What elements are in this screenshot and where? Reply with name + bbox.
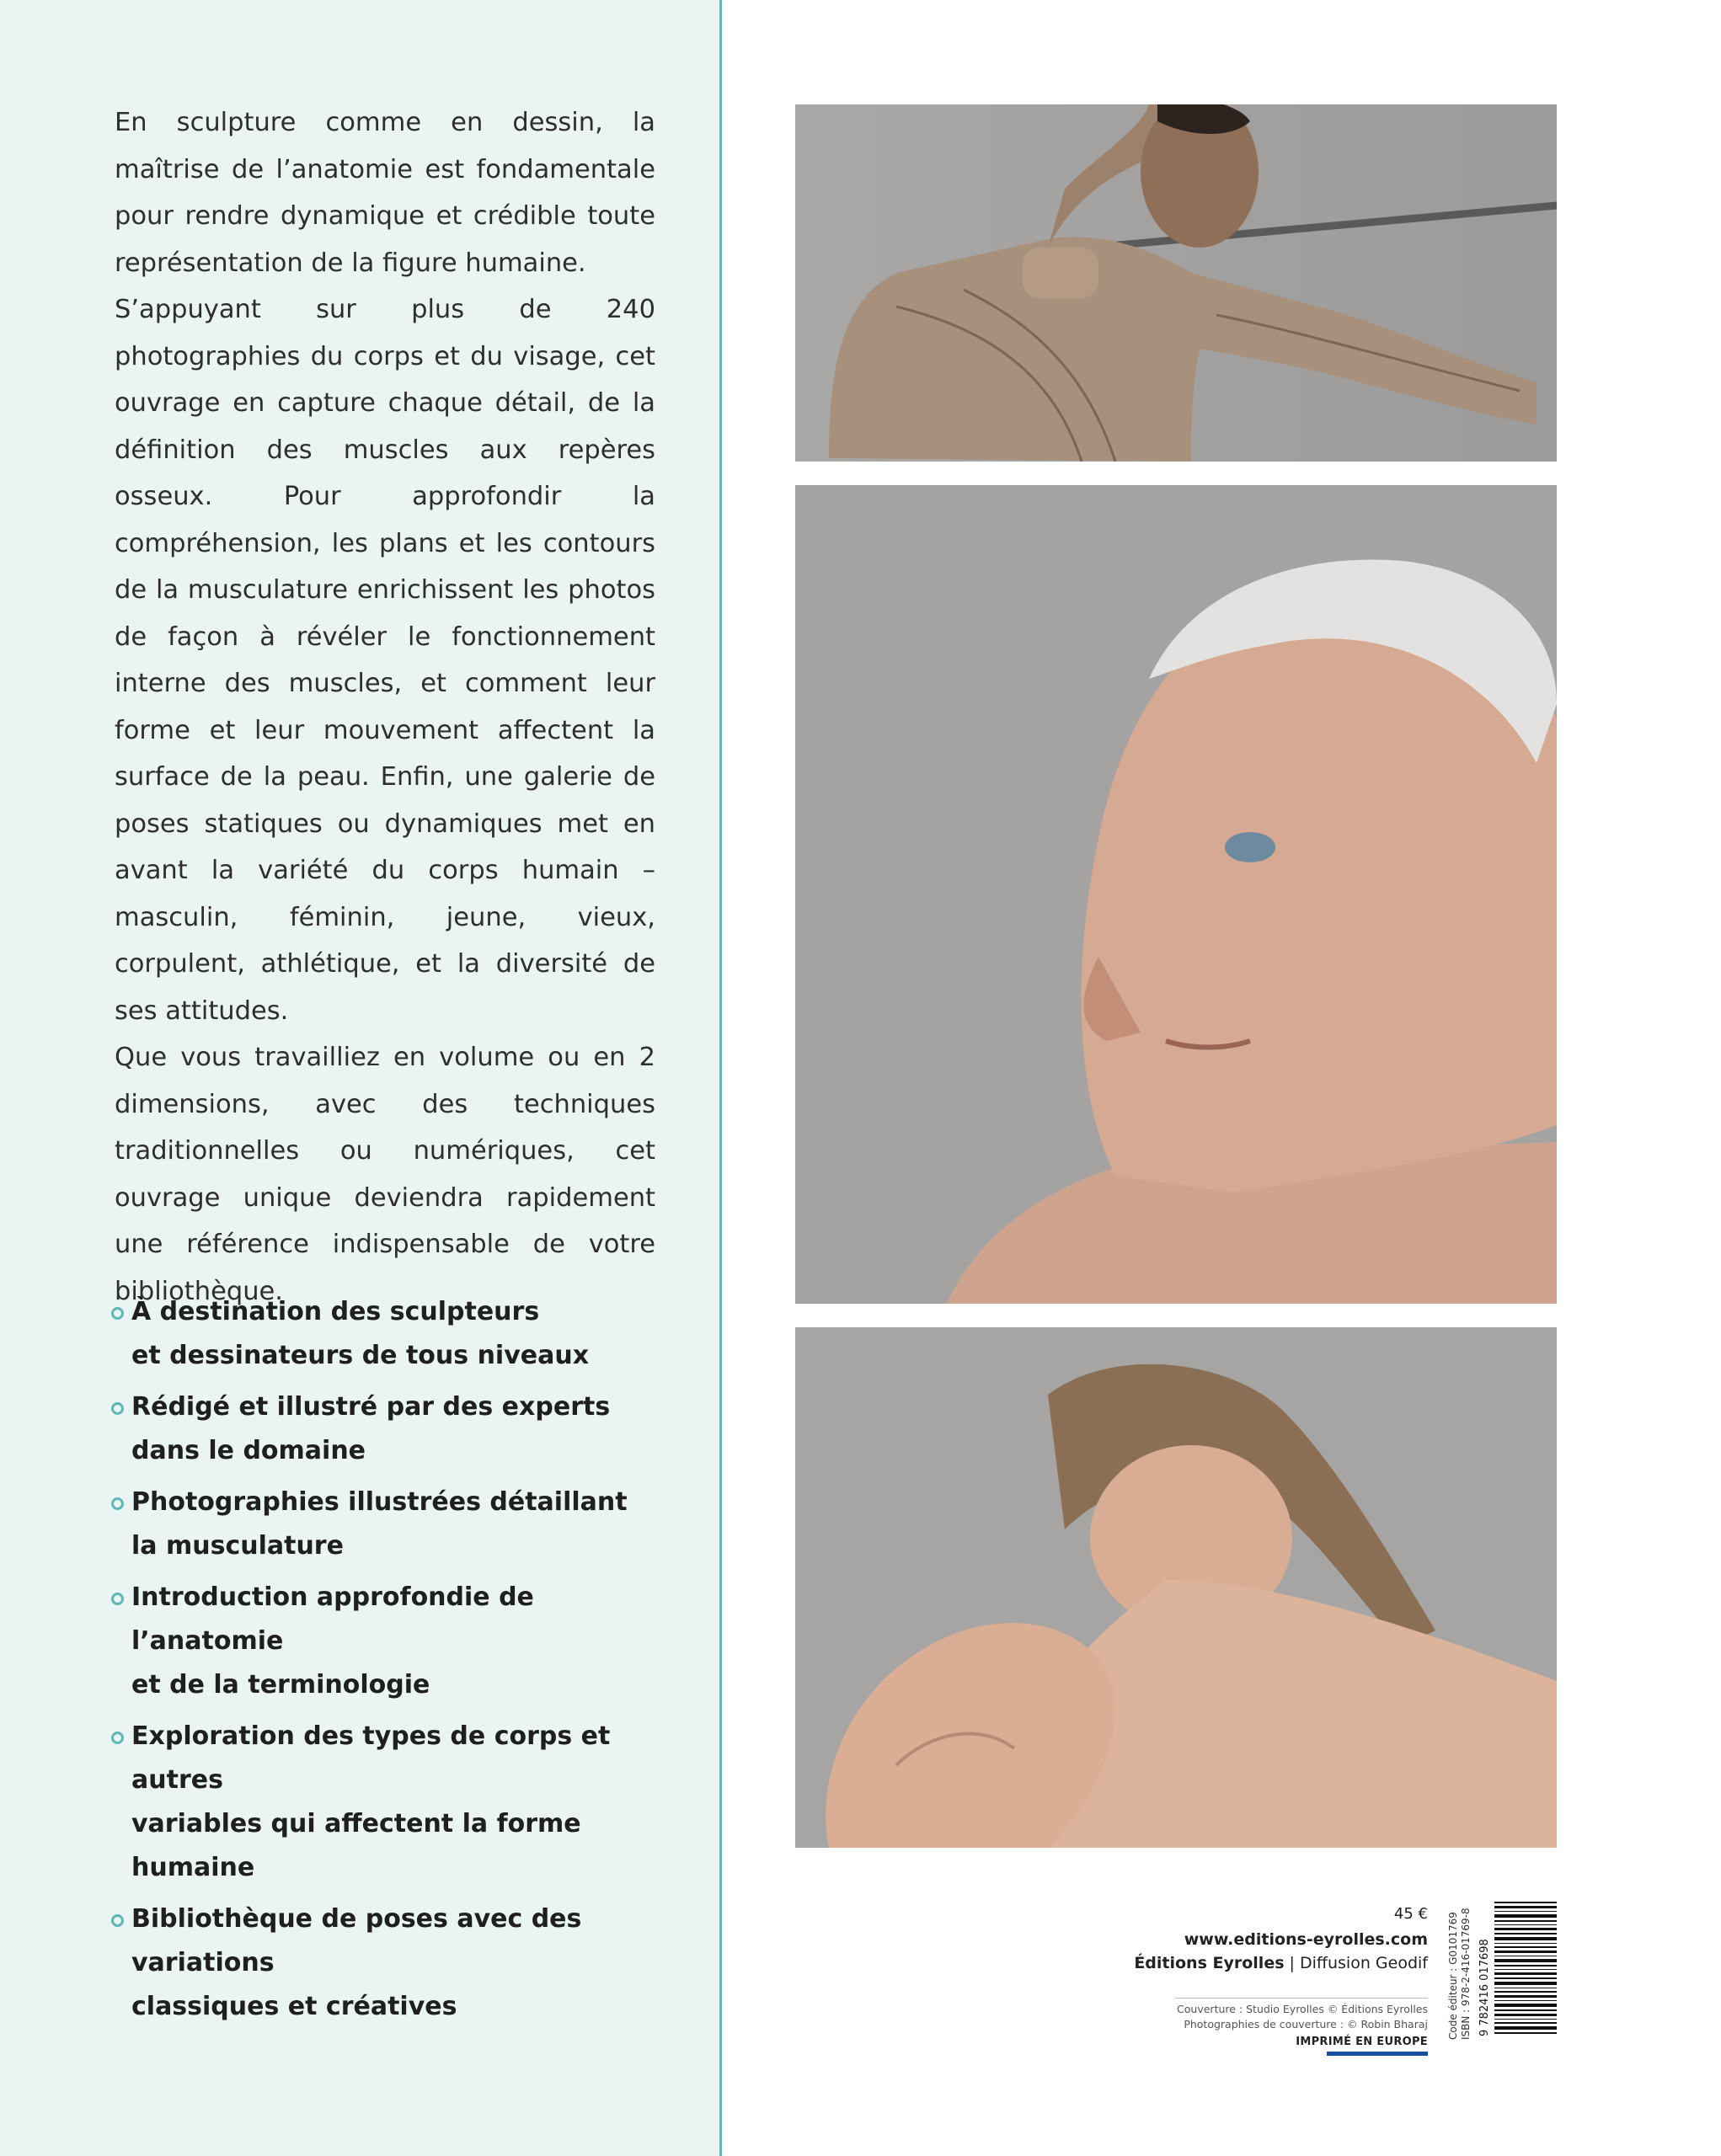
feature-line: variables qui affectent la forme humaine [131,1809,581,1882]
feature-line: Photographies illustrées détaillant [131,1487,628,1517]
bullet-icon [111,1593,124,1605]
feature-list [111,1290,684,2036]
feature-line: Bibliothèque de poses avec des variations [131,1904,582,1977]
elderly-man-portrait-photo [795,485,1557,1304]
intro-paragraph-2: S’appuyant sur plus de 240 photographies du corps et du visage, cet ouvrage en capture chaque détail, de la définition des muscles aux repères osseux. Pour approfondir la compréhension, les plans et les contours de la musculature enrichissent les photos de façon à révéler le fonctionnement interne des muscles, et comment leur forme et leur mouvement affectent la surface de la peau. Enfin, une galerie de poses statiques ou dynamiques met en avant la variété du corps humain – masculin, féminin, jeune, vieux, corpulent, athlétique, et la diversité de ses attitudes. [115,295,655,1026]
website-link[interactable]: www.editions-eyrolles.com [1184,1930,1428,1949]
eu-flag-bar [1327,2052,1428,2056]
photo-credit: Photographies de couverture : © Robin Bharaj [1184,2018,1428,2031]
intro-paragraph-1: En sculpture comme en dessin, la maîtrise de l’anatomie est fondamentale pour rendre dynamique et crédible toute représentation de la figure humaine. [115,108,655,278]
printed-label: IMPRIMÉ EN EUROPE [1296,2036,1428,2048]
feature-line: Rédigé et illustré par des experts [131,1392,611,1422]
intro-paragraph-3: Que vous travailliez en volume ou en 2 dimensions, avec des techniques traditionnelles ou numériques, cet ouvrage unique deviendra rapidement une référence indispensable de votre bibliothèque. [115,1043,655,1306]
feature-item [111,1897,684,2029]
barcode-digits: 9 782416 017698 [1478,1939,1491,2036]
feature-line: Introduction approfondie de l’anatomie [131,1582,534,1656]
feature-item [111,1576,684,1707]
bullet-icon [111,1307,124,1320]
isbn-number: ISBN : 978-2-416-01769-8 [1460,1908,1472,2040]
bullet-icon [111,1497,124,1510]
feature-line: la musculature [131,1531,344,1561]
code-editeur: Code éditeur : G0101769 [1447,1912,1459,2040]
archer-anatomy-photo [795,104,1557,462]
feature-line: Exploration des types de corps et autres [131,1721,611,1795]
isbn-codes [1447,1905,1471,2040]
bullet-icon [111,1914,124,1927]
bullet-icon [111,1402,124,1415]
feature-line: classiques et créatives [131,1992,457,2021]
intro-text [115,99,655,1315]
price-label: 45 € [1393,1905,1428,1923]
cover-credit: Couverture : Studio Eyrolles © Éditions Eyrolles [1177,2003,1428,2015]
barcode-icon [1478,1897,1558,2040]
feature-item [111,1290,684,1378]
printed-in-europe [1296,2032,1428,2056]
feature-item [111,1385,684,1473]
feature-line: et de la terminologie [131,1670,430,1700]
publisher-line [1134,1954,1428,1972]
feature-item [111,1715,684,1890]
credits-block [1175,1998,1428,2032]
publisher-name: Éditions Eyrolles [1134,1954,1285,1972]
distributor-name: | Diffusion Geodif [1284,1954,1428,1972]
feature-line: À destination des sculpteurs [131,1297,540,1326]
feature-line: et dessinateurs de tous niveaux [131,1341,590,1370]
feature-line: dans le domaine [131,1436,366,1465]
feature-item [111,1481,684,1568]
woman-pose-photo [795,1327,1557,1848]
bullet-icon [111,1732,124,1744]
